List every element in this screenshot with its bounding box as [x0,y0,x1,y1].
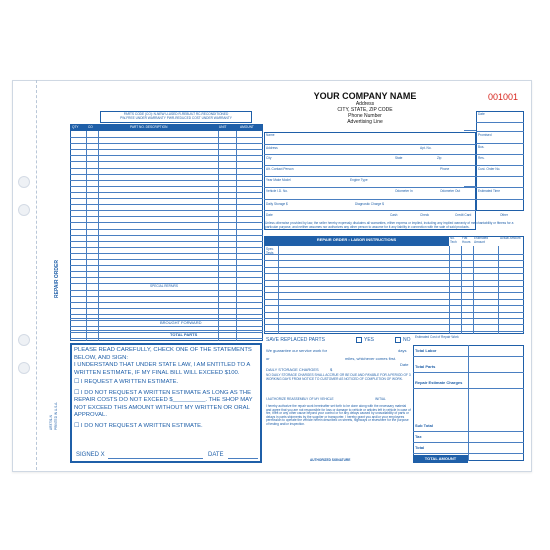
option-3[interactable]: ☐ I DO NOT REQUEST A WRITTEN ESTIMATE. [74,422,203,429]
year-model-label: Year Make Model [266,178,291,182]
col-estimated: Estimated Amount [474,236,489,244]
table-column [86,131,87,341]
total-label: Total Labor [415,348,437,353]
table-row [70,143,263,144]
parts-legend [100,111,252,123]
table-row [70,168,263,169]
instruction-column [278,246,279,334]
guarantee-miles: miles, whichever comes first. [345,356,397,361]
table-row [70,155,263,156]
reassembly-line: I AUTHORIZE REASSEMBLY OF MY VEHICLE [266,397,334,401]
table-row [70,229,263,230]
col-tech: No. Tech [450,236,457,244]
table-row [70,174,263,175]
yes-label: YES [364,337,375,343]
table-row [70,180,263,181]
total-label: Repair Estimate Charges [415,380,463,385]
table-row [70,338,263,339]
no-label: NO [403,337,411,343]
parts-table [70,124,263,341]
bus-label: Bus. [478,145,485,149]
customer-info [264,132,476,230]
column-header: AMOUNT [240,125,254,129]
form-line [476,187,524,188]
statement-text [74,347,258,430]
instructions-header: REPAIR ORDER • LABOR INSTRUCTIONS [264,236,449,246]
name-label: Name [266,133,275,137]
table-row [70,241,263,242]
table-row [70,192,263,193]
table-row [70,204,263,205]
instruction-row [264,286,524,287]
form-number: 001001 [488,92,519,102]
pay-cash[interactable]: Cash [390,213,398,217]
total-label: Total Parts [415,364,436,369]
instruction-row [264,305,524,306]
option-1[interactable]: ☐ I REQUEST A WRITTEN ESTIMATE. [74,379,179,386]
brought-forward-label: BROUGHT FORWARD [160,320,202,325]
table-row [70,161,263,162]
printed-note: PRINTED IN U.S.A. [54,401,58,430]
binder-hole [18,204,30,216]
date-line[interactable] [228,458,258,459]
storage-text: NO DAILY STORAGE CHARGES SHALL ACCRUE OR BE DUE AND PAYABLE FOR A PERIOD OF 3 WORKING DAYS FROM NOTICE TO CUSTOMER AS NOTICED OF COMPLETION OF WORK. [266,373,411,381]
column-header: CO [88,125,93,129]
table-column [98,131,99,341]
company-header [290,91,440,125]
option-3-text: I DO NOT REQUEST A WRITTEN ESTIMATE. [80,422,203,429]
col-flat: Flat Hours [462,236,471,244]
parts-legend-line: PARTS CODE (CO): N-NEW U-USED R-REBUILT RC-RECONDITIONED [123,112,229,116]
instruction-row [264,254,524,255]
guarantee-line1: We guarantee our service work for [266,348,328,353]
table-row [70,247,263,248]
parts-legend-line: PW-FREE UNDER WARRANTY PWR-REDUCED COST UNDER WARRANTY [120,115,232,120]
instruction-row [264,312,524,313]
form-line [476,199,524,200]
signature-label: AUTHORIZED SIGNATURE [310,458,351,462]
apt-label: Apt. No. [420,146,432,150]
option-2-text: I DO NOT REQUEST A WRITTEN ESTIMATE AS LONG AS THE REPAIR COSTS DO NOT EXCEED $__________. THE SHOP MAY NOT EXCEED THIS AMOUNT WITHOUT MY WRITTEN OR ORAL APPROVAL. [74,389,253,419]
perforation-line [36,80,37,470]
spec-tests-label: Spec. Tests [266,247,275,255]
pay-other[interactable]: Other [500,213,508,217]
instruction-column [498,246,499,334]
statement-intro: I UNDERSTAND THAT UNDER STATE LAW, I AM ENTITLED TO A WRITTEN ESTIMATE, IF MY FINAL BILL WILL EXCEED $100. [74,362,250,376]
table-row [70,326,263,327]
form-line [264,187,476,188]
instruction-row [264,292,524,293]
storage-title: DAILY STORAGE CHARGES [266,367,319,372]
special-repairs-label: SPECIAL REPAIRS [150,284,178,288]
zip-label: Zip [437,156,442,160]
instruction-column [461,246,462,334]
cust-order-label: Cust. Order No. [478,167,501,171]
instruction-row [264,318,524,319]
instruction-row [264,324,524,325]
table-row [70,265,263,266]
form-line [264,210,476,211]
statement-title: PLEASE READ CAREFULLY, CHECK ONE OF THE STATEMENTS BELOW, AND SIGN: [74,347,252,361]
disclaimer: Unless otherwise provided by law, the seller hereby expressly disclaims all warranties, either express or implied, including any implied warranty of merchantability or fitness for a particular purpose, and neither assumes nor authorizes any other person to assume for it any liability in connection with the sale of said products. [265,221,514,229]
total-parts-label: TOTAL PARTS [170,332,198,337]
instruction-row [264,331,524,332]
state-label: State [395,156,403,160]
pay-credit[interactable]: Credit Card [455,213,472,217]
right-fields [476,111,524,211]
diag-label: Diagnostic Charge $ [355,202,384,206]
save-parts-label: SAVE REPLACED PARTS [266,337,325,343]
extension-label: Estimated Cost of Repair Work [415,335,459,339]
pay-check[interactable]: Check [420,213,430,217]
guarantee-days: days [398,348,407,353]
form-line [264,144,476,145]
engine-label: Engine Type [350,178,368,182]
company-city: CITY, STATE, ZIP CODE [337,107,393,113]
option-1-text: I REQUEST A WRITTEN ESTIMATE. [80,379,179,386]
column-header: QTY [72,125,79,129]
odometer-label: Odometer In [395,189,413,193]
table-row [70,235,263,236]
date-sign-label: DATE [208,452,224,458]
table-row [70,216,263,217]
table-column [236,131,237,341]
total-label: Sub Total [415,423,433,428]
total-column [468,345,469,461]
guarantee-or: or [266,356,270,361]
instruction-row [264,299,524,300]
form-line [476,131,524,132]
option-2[interactable]: ☐ I DO NOT REQUEST A WRITTEN ESTIMATE AS LONG AS THE REPAIR COSTS DO NOT EXCEED $__________. THE SHOP MAY NOT EXCEED THIS AMOUNT WITHOUT MY WRITTEN OR ORAL APPROVAL. [74,389,253,419]
instruction-row [264,273,524,274]
instruction-column [449,246,450,334]
side-code: AR3731-N [49,415,53,430]
no-checkbox[interactable] [395,337,401,343]
phone-label: Phone [440,167,450,171]
signature-line[interactable] [108,458,203,459]
vehicle-id-label: Vehicle I.D. No. [266,189,288,193]
guarantee-date: Date [400,362,409,367]
table-column [218,131,219,341]
table-row [70,296,263,297]
form-line [464,130,476,131]
table-divider [70,330,263,331]
table-row [70,332,263,333]
instruction-row [264,267,524,268]
column-header: UNIT [219,125,227,129]
table-divider [70,318,263,319]
res-label: Res. [478,156,485,160]
company-address: Address [355,101,375,107]
col-actual: Actual Amount [500,236,521,240]
date-right-label: Date [478,112,485,116]
authorization-text: I hereby authorize the repair work hereinafter set forth to be done along with the necessary material and agree that you are not responsible for loss or damage to vehicle or articles left in vehicle in case of fire, theft or any other cause beyond your control or for any delays caused by unavailability of parts or delays in parts shipments by the supplier or transporter. I hereby grant you and/or your employees permission to operate the vehicle herein described on streets, highways or elsewhere for the purpose of testing and/or inspection. [266,404,411,426]
form-line [476,122,524,123]
promised-label: Promised [478,133,492,137]
table-row [70,210,263,211]
table-row [70,198,263,199]
initial-label: INITIAL [375,397,386,401]
table-row [70,271,263,272]
signed-label: SIGNED X [76,452,105,458]
company-phone: Phone Number [348,113,382,119]
table-row [70,186,263,187]
binder-hole [18,176,30,188]
table-row [70,253,263,254]
table-row [70,308,263,309]
form-line [476,143,524,144]
table-row [70,149,263,150]
side-label: REPAIR ORDER [54,260,60,298]
total-label: Tax [415,434,422,439]
form-line [476,165,524,166]
binder-hole [18,334,30,346]
form-line [476,176,524,177]
table-row [70,137,263,138]
table-row [70,314,263,315]
instruction-row [264,280,524,281]
form-line [264,154,476,155]
instruction-column [473,246,474,334]
labor-instructions [264,236,524,334]
city-label: City [266,156,272,160]
yes-checkbox[interactable] [356,337,362,343]
alt-contact-label: Alt. Contact Person [266,167,294,171]
form-line [264,199,476,200]
company-name: YOUR COMPANY NAME [313,91,417,101]
form-line [464,186,476,187]
storage-dollar: $ [330,367,333,372]
form-line [264,165,476,166]
address-label: Address [266,146,278,150]
binder-hole [18,362,30,374]
total-label: Total [415,445,425,450]
table-row [70,259,263,260]
storage-label: Daily Storage $ [266,202,288,206]
instruction-row [264,260,524,261]
form-line [476,154,524,155]
table-row [70,302,263,303]
column-header: PART NO. DESCRIPTION [130,125,168,129]
company-advertising: Advertising Line [347,119,383,125]
parts-header [70,124,263,131]
form-line [264,176,476,177]
table-row [70,290,263,291]
table-row [70,277,263,278]
total-amount-label: TOTAL AMOUNT [413,455,468,463]
odometer-out-label: Odometer Out [440,189,461,193]
date-label: Date [266,213,273,217]
table-row [70,222,263,223]
est-time-label: Estimated Time [478,189,500,193]
